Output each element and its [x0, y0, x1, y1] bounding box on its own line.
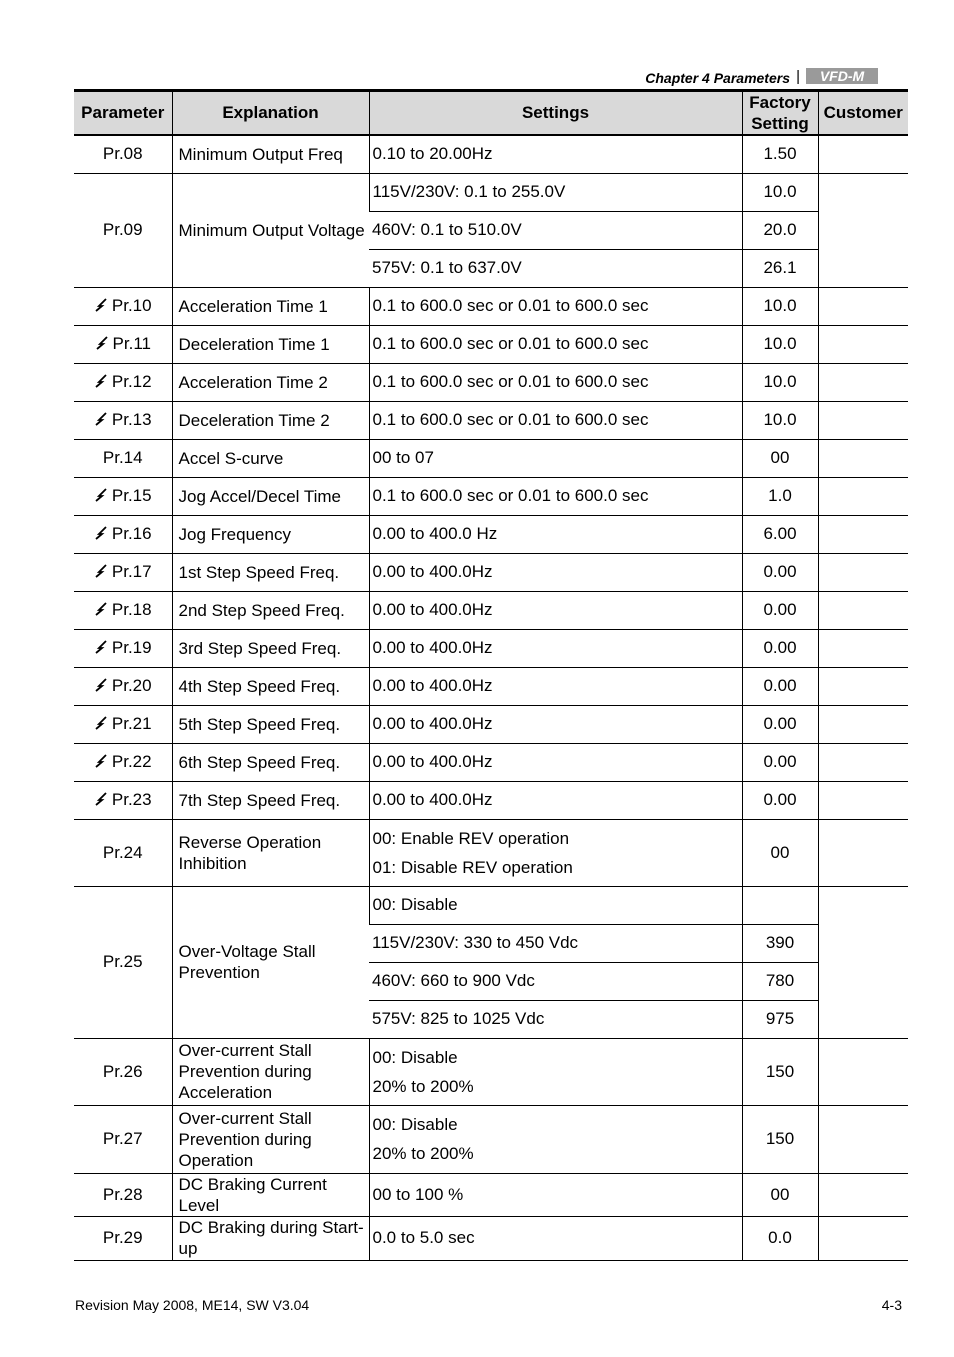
- factory-setting-cell: [742, 924, 818, 962]
- factory-setting-cell: [742, 667, 818, 705]
- settings-cell: [369, 515, 742, 553]
- parameter-code: Pr.20: [111, 676, 152, 695]
- settings-text: 575V: 825 to 1025 Vdc: [372, 1009, 545, 1028]
- explanation-cell: [172, 135, 369, 173]
- factory-setting-cell: [742, 173, 818, 211]
- customer-cell[interactable]: [818, 1216, 908, 1260]
- settings-text: 115V/230V: 0.1 to 255.0V: [372, 182, 566, 201]
- page-header: [0, 68, 880, 88]
- table-row: [74, 1173, 908, 1216]
- explanation-text: 6th Step Speed Freq.: [178, 752, 341, 772]
- table-row: [74, 173, 908, 211]
- explanation-cell: [172, 173, 369, 287]
- settings-cell: [369, 886, 742, 924]
- parameter-cell: [74, 553, 172, 591]
- explanation-text: 1st Step Speed Freq.: [178, 562, 340, 582]
- factory-setting-cell: [742, 515, 818, 553]
- realtime-setting-icon: [95, 336, 109, 350]
- customer-cell[interactable]: [818, 1038, 908, 1105]
- factory-setting-cell: [742, 477, 818, 515]
- factory-setting-value: 0.00: [763, 676, 797, 695]
- settings-text: 0.00 to 400.0Hz: [372, 676, 493, 695]
- factory-setting-value: 10.0: [763, 182, 797, 201]
- settings-cell: [369, 743, 742, 781]
- factory-setting-value: 26.1: [763, 258, 797, 277]
- factory-setting-value: 10.0: [763, 372, 797, 391]
- parameter-cell: [74, 363, 172, 401]
- settings-text: 0.00 to 400.0Hz: [372, 562, 493, 581]
- settings-cell: [369, 705, 742, 743]
- parameter-code: Pr.24: [102, 842, 143, 862]
- explanation-cell: [172, 1216, 369, 1260]
- explanation-cell: [172, 439, 369, 477]
- factory-setting-cell: [742, 743, 818, 781]
- parameter-code: Pr.28: [102, 1184, 143, 1204]
- explanation-cell: [172, 477, 369, 515]
- factory-setting-value: 780: [765, 971, 795, 990]
- parameter-cell: [74, 629, 172, 667]
- settings-text: 00 to 100 %: [372, 1184, 464, 1204]
- realtime-setting-icon: [94, 754, 108, 768]
- explanation-text: Jog Accel/Decel Time: [178, 486, 342, 506]
- settings-cell: [369, 325, 742, 363]
- customer-cell[interactable]: [818, 886, 908, 1038]
- customer-cell[interactable]: [818, 667, 908, 705]
- realtime-setting-icon: [94, 564, 108, 578]
- parameter-code: Pr.13: [111, 410, 152, 429]
- settings-cell: [369, 477, 742, 515]
- realtime-setting-icon: [94, 298, 108, 312]
- customer-cell[interactable]: [818, 591, 908, 629]
- factory-setting-value: 20.0: [763, 220, 797, 239]
- parameter-cell: [74, 1105, 172, 1173]
- customer-cell[interactable]: [818, 629, 908, 667]
- column-header-explanation: Explanation: [172, 91, 369, 136]
- parameter-code: Pr.26: [102, 1061, 143, 1081]
- customer-cell[interactable]: [818, 439, 908, 477]
- customer-cell[interactable]: [818, 173, 908, 287]
- settings-cell: [369, 962, 742, 1000]
- footer-page-number: 4-3: [881, 1297, 902, 1313]
- settings-cell: [369, 667, 742, 705]
- table-row: [74, 325, 908, 363]
- explanation-text: DC Braking Current Level: [178, 1174, 327, 1215]
- factory-setting-cell: [742, 553, 818, 591]
- parameter-cell: [74, 819, 172, 886]
- explanation-cell: [172, 287, 369, 325]
- table-row: [74, 667, 908, 705]
- explanation-cell: [172, 819, 369, 886]
- factory-setting-value: 150: [765, 1129, 795, 1148]
- parameter-table: [74, 89, 908, 1261]
- settings-cell: [369, 1105, 742, 1173]
- explanation-text: Deceleration Time 2: [178, 410, 330, 430]
- factory-setting-value: 0.00: [763, 638, 797, 657]
- parameter-code: Pr.08: [102, 144, 143, 164]
- customer-cell[interactable]: [818, 1173, 908, 1216]
- settings-text: 0.00 to 400.0Hz: [372, 600, 493, 619]
- customer-cell[interactable]: [818, 135, 908, 173]
- parameter-cell: [74, 135, 172, 173]
- explanation-cell: [172, 363, 369, 401]
- parameter-cell: [74, 477, 172, 515]
- explanation-cell: [172, 1173, 369, 1216]
- factory-setting-cell: [742, 962, 818, 1000]
- table-row: [74, 629, 908, 667]
- realtime-setting-icon: [94, 716, 108, 730]
- parameter-code: Pr.09: [102, 220, 143, 239]
- table-row: [74, 401, 908, 439]
- customer-cell[interactable]: [818, 819, 908, 886]
- parameter-code: Pr.21: [111, 714, 152, 733]
- realtime-setting-icon: [94, 374, 108, 388]
- settings-cell: [369, 924, 742, 962]
- column-header-customer: Customer: [818, 91, 908, 136]
- settings-line: 00: Disable: [372, 1115, 458, 1134]
- settings-cell: [369, 1000, 742, 1038]
- explanation-cell: [172, 667, 369, 705]
- explanation-text: 4th Step Speed Freq.: [178, 676, 341, 696]
- parameter-code: Pr.29: [102, 1228, 143, 1247]
- parameter-cell: [74, 439, 172, 477]
- factory-setting-cell: [742, 1000, 818, 1038]
- vfd-m-logo: [806, 68, 878, 84]
- explanation-cell: [172, 1038, 369, 1105]
- settings-text: 460V: 660 to 900 Vdc: [372, 971, 535, 990]
- explanation-text: 3rd Step Speed Freq.: [178, 638, 342, 658]
- explanation-cell: [172, 553, 369, 591]
- settings-line: 20% to 200%: [372, 1144, 474, 1163]
- settings-cell: [369, 211, 742, 249]
- settings-cell: [369, 401, 742, 439]
- explanation-text: 7th Step Speed Freq.: [178, 790, 341, 810]
- settings-cell: [369, 1216, 742, 1260]
- parameter-cell: [74, 1216, 172, 1260]
- factory-setting-value: 150: [765, 1061, 795, 1081]
- factory-setting-cell: [742, 401, 818, 439]
- parameter-cell: [74, 1173, 172, 1216]
- table-row: [74, 591, 908, 629]
- table-row: [74, 439, 908, 477]
- factory-setting-value: 10.0: [763, 334, 797, 353]
- column-header-factory-setting: [742, 91, 818, 136]
- explanation-text: 5th Step Speed Freq.: [178, 714, 341, 734]
- parameter-code: Pr.23: [111, 790, 152, 809]
- realtime-setting-icon: [94, 412, 108, 426]
- explanation-cell: [172, 515, 369, 553]
- parameter-code: Pr.12: [111, 372, 152, 391]
- column-header-parameter: Parameter: [74, 91, 172, 136]
- settings-text: 0.1 to 600.0 sec or 0.01 to 600.0 sec: [372, 372, 649, 391]
- parameter-cell: [74, 591, 172, 629]
- table-row: [74, 819, 908, 886]
- settings-text: 575V: 0.1 to 637.0V: [372, 258, 522, 277]
- settings-cell: [369, 629, 742, 667]
- parameter-cell: [74, 781, 172, 819]
- settings-cell: [369, 439, 742, 477]
- explanation-text: Over-Voltage Stall Prevention: [178, 942, 316, 982]
- customer-cell[interactable]: [818, 477, 908, 515]
- settings-text: 0.1 to 600.0 sec or 0.01 to 600.0 sec: [372, 296, 649, 315]
- realtime-setting-icon: [94, 792, 108, 806]
- settings-text: 460V: 0.1 to 510.0V: [372, 220, 522, 239]
- customer-cell[interactable]: [818, 287, 908, 325]
- parameter-cell: [74, 325, 172, 363]
- customer-cell[interactable]: [818, 553, 908, 591]
- factory-setting-value: 0.00: [763, 562, 797, 581]
- factory-setting-value: 0.0: [768, 1228, 792, 1247]
- footer-revision: Revision May 2008, ME14, SW V3.04: [75, 1297, 310, 1313]
- table-row: [74, 477, 908, 515]
- settings-text: 0.00 to 400.0Hz: [372, 638, 493, 657]
- settings-line: 00: Enable REV operation: [372, 828, 570, 848]
- parameter-code: Pr.25: [102, 952, 143, 971]
- factory-setting-cell: [742, 211, 818, 249]
- table-row: [74, 781, 908, 819]
- parameter-code: Pr.10: [111, 296, 152, 315]
- parameter-code: Pr.11: [112, 334, 151, 353]
- realtime-setting-icon: [94, 526, 108, 540]
- factory-setting-cell: [742, 591, 818, 629]
- table-row: [74, 886, 908, 924]
- parameter-cell: [74, 287, 172, 325]
- explanation-cell: [172, 591, 369, 629]
- table-row: [74, 363, 908, 401]
- settings-line: 00: Disable: [372, 1047, 458, 1067]
- factory-setting-cell: [742, 819, 818, 886]
- settings-text: 0.00 to 400.0 Hz: [372, 524, 498, 543]
- realtime-setting-icon: [94, 488, 108, 502]
- factory-setting-cell: [742, 363, 818, 401]
- settings-cell: [369, 363, 742, 401]
- explanation-cell: [172, 886, 369, 1038]
- customer-cell[interactable]: [818, 743, 908, 781]
- factory-setting-value: 00: [770, 842, 790, 862]
- settings-cell: [369, 287, 742, 325]
- parameter-cell: [74, 1038, 172, 1105]
- factory-setting-value: 1.50: [763, 144, 797, 164]
- factory-setting-cell: [742, 705, 818, 743]
- settings-text: 115V/230V: 330 to 450 Vdc: [372, 933, 579, 952]
- factory-setting-value: 10.0: [763, 410, 797, 429]
- settings-cell: [369, 1038, 742, 1105]
- factory-setting-cell: [742, 1038, 818, 1105]
- settings-cell: [369, 135, 742, 173]
- explanation-text: DC Braking during Start-up: [178, 1218, 364, 1258]
- factory-setting-value: 0.00: [763, 790, 797, 809]
- table-row: [74, 1105, 908, 1173]
- explanation-cell: [172, 325, 369, 363]
- explanation-cell: [172, 781, 369, 819]
- explanation-text: Acceleration Time 2: [178, 372, 328, 392]
- customer-cell[interactable]: [818, 515, 908, 553]
- settings-line: 20% to 200%: [372, 1076, 474, 1096]
- factory-setting-cell: [742, 249, 818, 287]
- explanation-text: Acceleration Time 1: [178, 296, 328, 316]
- parameter-code: Pr.15: [111, 486, 152, 505]
- parameter-cell: [74, 743, 172, 781]
- factory-setting-cell: [742, 781, 818, 819]
- settings-text: 0.00 to 400.0Hz: [372, 752, 493, 771]
- settings-cell: [369, 249, 742, 287]
- settings-text: 0.1 to 600.0 sec or 0.01 to 600.0 sec: [372, 334, 649, 353]
- factory-setting-value: 390: [765, 933, 795, 952]
- customer-cell[interactable]: [818, 363, 908, 401]
- table-row: [74, 515, 908, 553]
- customer-cell[interactable]: [818, 781, 908, 819]
- explanation-text: Deceleration Time 1: [178, 334, 330, 354]
- explanation-cell: [172, 629, 369, 667]
- factory-setting-cell: [742, 629, 818, 667]
- settings-text: 00 to 07: [372, 448, 434, 467]
- settings-cell: [369, 1173, 742, 1216]
- parameter-code: Pr.19: [111, 638, 152, 657]
- table-row: [74, 135, 908, 173]
- explanation-text: Over-current Stall Prevention during Acceleration: [178, 1041, 312, 1102]
- realtime-setting-icon: [94, 678, 108, 692]
- factory-setting-value: 0.00: [763, 752, 797, 771]
- factory-setting-value: 0.00: [763, 714, 797, 733]
- explanation-text: Over-current Stall Prevention during Operation: [178, 1108, 312, 1170]
- factory-setting-cell: [742, 135, 818, 173]
- parameter-cell: [74, 886, 172, 1038]
- settings-text: 00: Disable: [372, 895, 458, 914]
- settings-cell: [369, 781, 742, 819]
- settings-cell: [369, 173, 742, 211]
- factory-setting-cell: [742, 1216, 818, 1260]
- parameter-code: Pr.18: [111, 600, 152, 619]
- table-row: [74, 1216, 908, 1260]
- factory-setting-cell: [742, 1173, 818, 1216]
- explanation-text: Minimum Output Freq: [178, 144, 343, 164]
- settings-text: 0.10 to 20.00Hz: [372, 144, 493, 164]
- factory-setting-cell: [742, 287, 818, 325]
- table-header-row: [74, 91, 908, 136]
- factory-setting-value: 1.0: [768, 486, 792, 505]
- settings-text: 0.1 to 600.0 sec or 0.01 to 600.0 sec: [372, 410, 649, 429]
- factory-setting-value: 6.00: [763, 524, 797, 543]
- explanation-cell: [172, 743, 369, 781]
- explanation-text: Reverse Operation Inhibition: [178, 832, 322, 873]
- settings-text: 0.1 to 600.0 sec or 0.01 to 600.0 sec: [372, 486, 649, 505]
- table-row: [74, 287, 908, 325]
- settings-text: 0.0 to 5.0 sec: [372, 1228, 475, 1247]
- header-separator: |: [796, 68, 800, 85]
- settings-cell: [369, 553, 742, 591]
- settings-text: 0.00 to 400.0Hz: [372, 790, 493, 809]
- factory-setting-value: 975: [765, 1009, 795, 1028]
- table-row: [74, 705, 908, 743]
- table-row: [74, 743, 908, 781]
- parameter-cell: [74, 515, 172, 553]
- factory-setting-value: 10.0: [763, 296, 797, 315]
- explanation-cell: [172, 1105, 369, 1173]
- settings-text: 0.00 to 400.0Hz: [372, 714, 493, 733]
- factory-setting-value: 00: [770, 448, 790, 467]
- chapter-title: Chapter 4 Parameters: [645, 70, 790, 86]
- customer-cell[interactable]: [818, 325, 908, 363]
- settings-cell: [369, 591, 742, 629]
- parameter-code: Pr.16: [111, 524, 152, 543]
- settings-line: 01: Disable REV operation: [372, 857, 573, 877]
- parameter-code: Pr.27: [102, 1129, 143, 1148]
- customer-cell[interactable]: [818, 401, 908, 439]
- realtime-setting-icon: [94, 602, 108, 616]
- factory-setting-cell: [742, 439, 818, 477]
- parameter-code: Pr.14: [102, 448, 143, 467]
- factory-setting-value: 00: [770, 1184, 790, 1204]
- parameter-cell: [74, 705, 172, 743]
- svg-text:VFD-M: VFD-M: [819, 68, 865, 84]
- column-header-settings: Settings: [369, 91, 742, 136]
- explanation-text: Accel S-curve: [178, 448, 284, 468]
- table-row: [74, 553, 908, 591]
- factory-setting-label: Factory Setting: [749, 93, 811, 133]
- customer-cell[interactable]: [818, 1105, 908, 1173]
- settings-cell: [369, 819, 742, 886]
- factory-setting-cell: [742, 1105, 818, 1173]
- explanation-text: Jog Frequency: [178, 524, 291, 544]
- factory-setting-cell: [742, 325, 818, 363]
- customer-cell[interactable]: [818, 705, 908, 743]
- explanation-cell: [172, 401, 369, 439]
- parameter-code: Pr.22: [111, 752, 152, 771]
- parameter-code: Pr.17: [111, 562, 152, 581]
- realtime-setting-icon: [94, 640, 108, 654]
- parameter-cell: [74, 401, 172, 439]
- parameter-cell: [74, 667, 172, 705]
- factory-setting-value: 0.00: [763, 600, 797, 619]
- table-row: [74, 1038, 908, 1105]
- explanation-text: Minimum Output Voltage: [178, 220, 365, 240]
- explanation-text: 2nd Step Speed Freq.: [178, 600, 345, 620]
- explanation-cell: [172, 705, 369, 743]
- parameter-cell: [74, 173, 172, 287]
- factory-setting-cell: [742, 886, 818, 924]
